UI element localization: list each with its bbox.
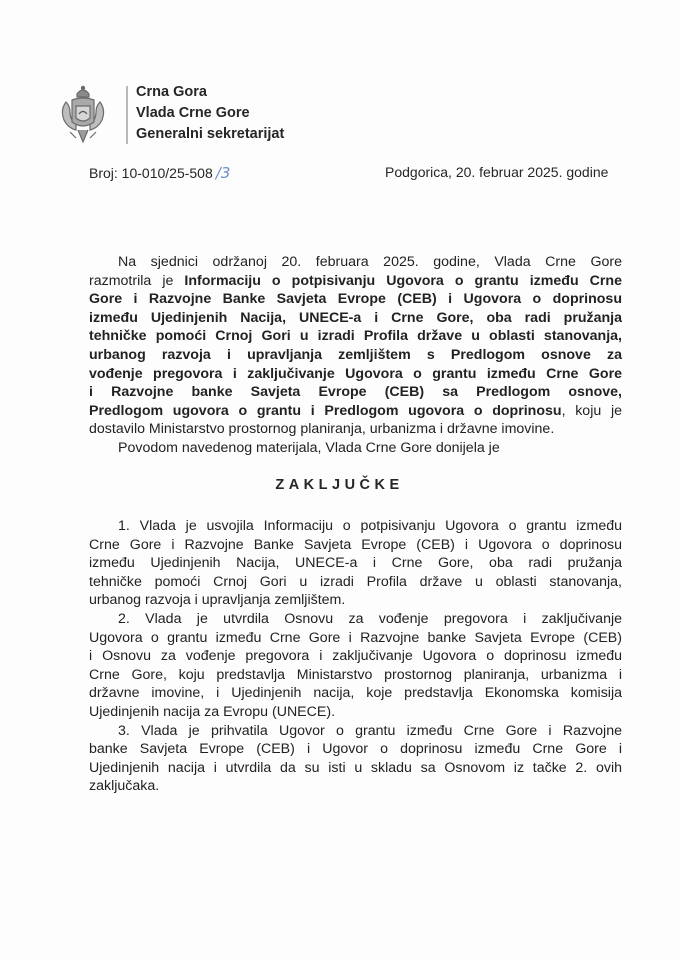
conclusion-line: Ujedinjenih nacija i utvrdila da su isti u skladu sa Osnovom iz tačke 2. ovih: [89, 759, 622, 776]
text: Na sjednici održanoj 20. februara 2025. godine, Vlada Crne Gore: [118, 254, 622, 270]
bold-text: tehničke pomoći Crnoj Gori u izradi Profila države u oblasti stanovanja,: [89, 328, 622, 345]
conclusion-line: urbanog razvoja i upravljanja zemljištem.: [89, 592, 346, 609]
intro-line: [89, 346, 622, 365]
intro-line: [89, 309, 622, 328]
bold-text: Gore i Razvojne Banke Savjeta Evrope (CEB) i Ugovora o doprinosu: [89, 291, 622, 308]
text: , koju je: [561, 402, 622, 419]
bold-text: Predlogom ugovora o grantu i Predlogom ugovora o doprinosu: [89, 402, 562, 419]
bold-text: između Ujedinjenih Nacija, UNECE-a i Crne Gore, oba radi pružanja: [89, 309, 622, 326]
text: Povodom navedenog materijala, Vlada Crne Gore donijela je: [118, 439, 500, 456]
org-country: Crna Gora: [136, 84, 207, 100]
org-government: Vlada Crne Gore: [136, 105, 250, 121]
intro-line: [89, 402, 622, 421]
conclusion-line: Ugovora o grantu između Crne Gore i Razvojne banke Savjeta Evrope (CEB): [89, 629, 622, 646]
intro-line: [89, 365, 622, 384]
conclusion-line: zaključaka.: [89, 778, 160, 795]
conclusion-line: Ujedinjenih nacija za Evropu (UNECE).: [89, 703, 336, 720]
coat-of-arms-icon: [58, 84, 108, 146]
conclusion-line: između Ujedinjenih Nacija, UNECE-a i Crne Gore, oba radi pružanja: [89, 555, 622, 572]
conclusion-line: 3. Vlada je prihvatila Ugovor o grantu između Crne Gore i Razvojne: [118, 722, 622, 739]
text: razmotrila je: [89, 272, 185, 289]
conclusion-line: Crne Gore i Razvojne Banke Savjeta Evrope (CEB) i Ugovora o doprinosu: [89, 536, 622, 553]
org-secretariat: Generalni sekretarijat: [136, 126, 285, 142]
reference-label: Broj: 10-010/25-508: [89, 165, 213, 181]
intro-line: [89, 290, 622, 309]
text: dostavilo Ministarstvo prostornog planiranja, urbanizma i državne imovine.: [89, 421, 555, 438]
reference-number: [89, 164, 230, 182]
conclusion-line: 1. Vlada je usvojila Informaciju o potpisivanju Ugovora o grantu između: [118, 518, 622, 534]
conclusion-line: Crne Gore, koju predstavlja Ministarstvo prostornog planiranja, urbanizma i: [89, 666, 622, 683]
intro-line: [89, 420, 622, 439]
section-heading: ZAKLJUČKE: [275, 477, 404, 493]
conclusions-list: [89, 517, 622, 796]
bold-text: urbanog razvoja i upravljanja zemljištem s Predlogom osnove za: [89, 346, 622, 363]
conclusion-line: 2. Vlada je utvrdila Osnovu za vođenje pregovora i zaključivanje: [118, 610, 622, 627]
conclusion-line: tehničke pomoći Crnoj Gori u izradi Profila države u oblasti stanovanja,: [89, 573, 622, 590]
intro-line: [89, 383, 622, 402]
conclusion-line: banke Savjeta Evrope (CEB) i Ugovor o doprinosu između Crne Gore i: [89, 741, 622, 758]
organization-block: [136, 82, 284, 145]
conclusion-line: državne imovine, i Ujedinjenih nacija, koje predstavlja Ekonomska komisija: [89, 685, 622, 702]
conclusion-line: i Osnovu za vođenje pregovora i zaključivanje Ugovora o doprinosu između: [89, 648, 622, 665]
bold-text: vođenje pregovora i zaključivanje Ugovora o grantu između Crne Gore: [89, 365, 622, 382]
intro-paragraph: [89, 253, 622, 458]
header-divider: [126, 86, 128, 144]
bold-text: Informaciju o potpisivanju Ugovora o grantu između Crne: [184, 272, 622, 289]
bold-text: i Razvojne banke Savjeta Evrope (CEB) sa Predlogom osnove,: [89, 384, 622, 401]
handwritten-annotation: /3: [215, 164, 231, 182]
intro-line: [89, 439, 622, 458]
intro-line: [89, 272, 622, 291]
intro-line: [89, 327, 622, 346]
intro-line: [89, 253, 622, 272]
place-date: Podgorica, 20. februar 2025. godine: [385, 164, 609, 180]
